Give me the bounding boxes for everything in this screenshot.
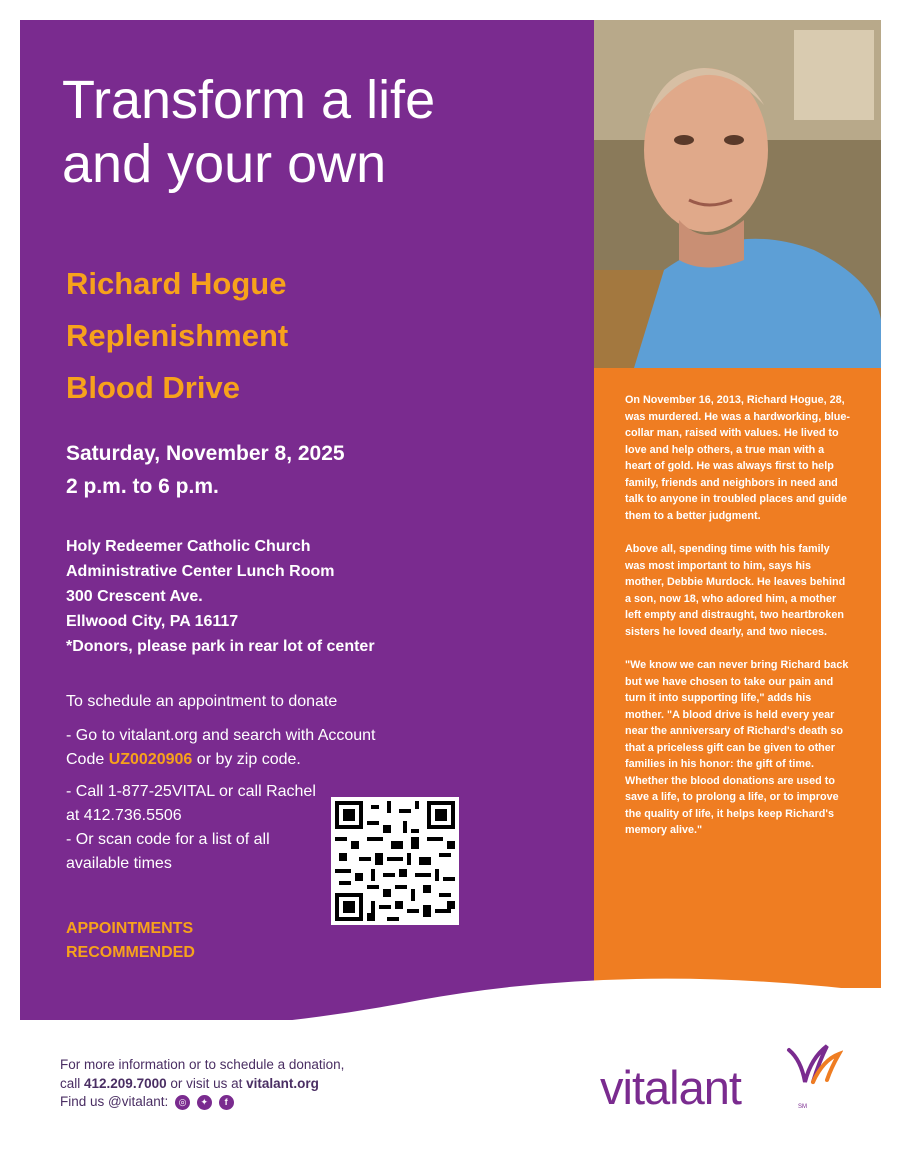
logo-service-mark: SM: [798, 1104, 807, 1110]
scan-line: - Or scan code for a list of all available times: [66, 831, 270, 872]
event-date: Saturday, November 8, 2025: [66, 442, 345, 465]
event-location: [66, 534, 375, 659]
twitter-icon[interactable]: ✦: [197, 1095, 212, 1110]
story-paragraph: On November 16, 2013, Richard Hogue, 28, was murdered. He was a hardworking, blue-collar man, raised with values. He lived to love and help others, a true man with a heart of gold. He was always first to help family, friends and neighbors in need and talk to anyone in troubled places and guide them to a better judgment.: [625, 394, 850, 522]
drive-title-line: Blood Drive: [66, 370, 240, 405]
logo-mark-icon: [783, 1040, 843, 1088]
headline-line: and your own: [62, 134, 387, 194]
schedule-web: [66, 724, 396, 772]
appointments-line: APPOINTMENTS: [66, 920, 194, 937]
appointments-recommended: [66, 917, 195, 965]
footer-website-link[interactable]: vitalant.org: [246, 1075, 319, 1091]
footer-phone[interactable]: 412.209.7000: [84, 1075, 167, 1091]
footer-contact: [60, 1056, 344, 1112]
drive-title-line: Richard Hogue: [66, 266, 287, 301]
footer-social-text: Find us @vitalant:: [60, 1094, 169, 1109]
footer-line: For more information or to schedule a donation,: [60, 1057, 345, 1072]
appointments-line: RECOMMENDED: [66, 944, 195, 961]
footer-social: [60, 1093, 344, 1112]
event-date-time: [66, 437, 345, 503]
headline: [62, 68, 582, 196]
facebook-icon[interactable]: f: [219, 1095, 234, 1110]
portrait-photo: [594, 20, 881, 368]
location-line: Ellwood City, PA 16117: [66, 613, 239, 630]
parking-note: *Donors, please park in rear lot of center: [66, 638, 375, 655]
location-line: Holy Redeemer Catholic Church: [66, 538, 311, 555]
footer-text: or visit us at: [166, 1075, 247, 1091]
schedule-web-text: - Go to vitalant.org and search with Account Code: [66, 727, 376, 768]
schedule-instructions: [66, 690, 396, 782]
qr-code[interactable]: [331, 797, 459, 925]
vitalant-logo: [600, 1040, 850, 1120]
logo-wordmark: vitalant: [600, 1061, 741, 1114]
richard-story: [625, 392, 851, 856]
footer-line: [60, 1075, 344, 1094]
location-line: Administrative Center Lunch Room: [66, 563, 335, 580]
drive-title-line: Replenishment: [66, 318, 289, 353]
bottom-wave: [0, 955, 900, 1045]
location-line: 300 Crescent Ave.: [66, 588, 203, 605]
event-time: 2 p.m. to 6 p.m.: [66, 475, 219, 498]
headline-line: Transform a life: [62, 70, 436, 130]
schedule-web-text: or by zip code.: [192, 751, 301, 768]
schedule-phone: [66, 780, 316, 876]
schedule-intro: To schedule an appointment to donate: [66, 693, 338, 710]
instagram-icon[interactable]: ◎: [175, 1095, 190, 1110]
story-paragraph: "We know we can never bring Richard back but we have chosen to take our pain and turn it into supporting life," adds his mother. "A blood drive is held every year near the anniversary of Richard's death so that a priceless gift can be given to other families in his honor: the gift of time. Whether the blood donations are used to save a life, to prolong a life, or to improve the quality of life, it helps keep Richard's memory alive.": [625, 659, 849, 836]
footer-text: call: [60, 1075, 85, 1091]
call-line: - Call 1-877-25VITAL or call Rachel at 412.736.5506: [66, 783, 316, 824]
account-code: UZ0020906: [108, 751, 193, 768]
drive-title: [66, 258, 566, 414]
story-paragraph: Above all, spending time with his family was most important to him, says his mother, Debbie Murdock. He leaves behind a son, now 18, who adored him, a mother left empty and distraught, two heartbroken sisters he loved dearly, and two nieces.: [625, 543, 846, 638]
